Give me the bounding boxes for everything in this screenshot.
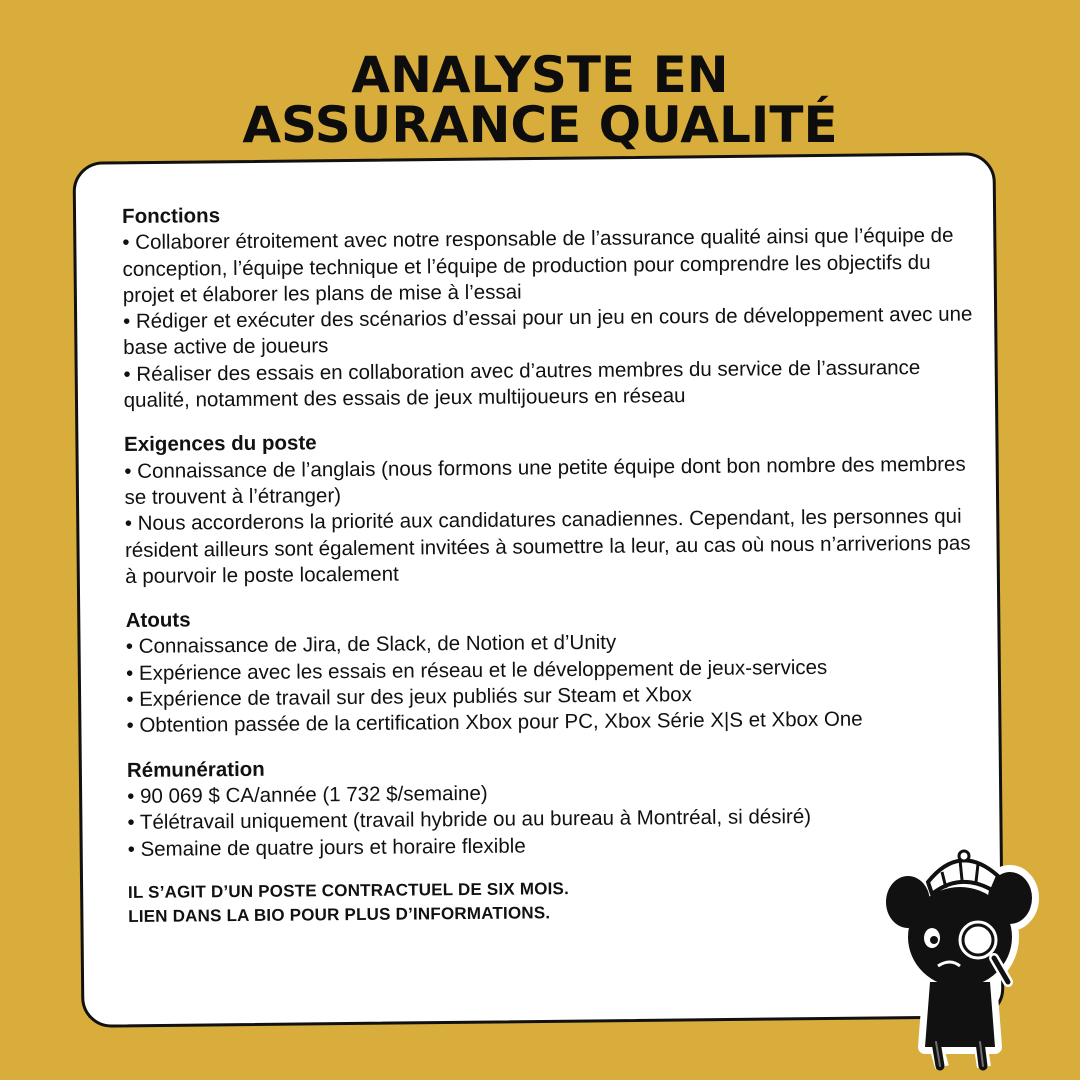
page-title bbox=[0, 46, 1080, 154]
list-item: • Télétravail uniquement (travail hybride ou au bureau à Montréal, si désiré) bbox=[127, 803, 977, 837]
footer-note bbox=[128, 873, 978, 928]
section-list bbox=[127, 776, 978, 862]
list-item: • Collaborer étroitement avec notre responsable de l’assurance qualité ainsi que l’équipe de conception, l’équipe technique et l’équipe de production pour comprendre les objectifs du projet et élaborer les plans de mise à l’essai bbox=[122, 223, 973, 309]
section-fonctions bbox=[122, 197, 974, 415]
section-heading: Exigences du poste bbox=[124, 431, 317, 457]
section-atouts bbox=[126, 601, 977, 740]
section-remuneration bbox=[127, 750, 978, 863]
job-content bbox=[122, 197, 978, 929]
detective-mascot-icon bbox=[880, 842, 1040, 1072]
section-exigences bbox=[124, 425, 975, 590]
list-item: • Nous accorderons la priorité aux candidatures canadiennes. Cependant, les personnes qui résident ailleurs sont également invitées à soumettre la leur, au cas où nous n’arriverions pas à pourvoir le poste localement bbox=[125, 504, 976, 590]
list-item: • 90 069 $ CA/année (1 732 $/semaine) bbox=[127, 776, 977, 810]
footer-line-1: IL S’AGIT D’UN POSTE CONTRACTUEL DE SIX MOIS. bbox=[127, 878, 570, 902]
section-heading: Rémunération bbox=[126, 757, 265, 782]
title-line-2: ASSURANCE QUALITÉ bbox=[242, 96, 838, 154]
list-item: • Expérience de travail sur des jeux publiés sur Steam et Xbox bbox=[126, 680, 976, 714]
list-item: • Réaliser des essais en collaboration avec d’autres membres du service de l’assurance qualité, notamment des essais de jeux multijoueurs en réseau bbox=[123, 354, 973, 414]
list-item: • Connaissance de Jira, de Slack, de Notion et d’Unity bbox=[126, 627, 976, 661]
section-heading: Atouts bbox=[125, 608, 191, 633]
footer-line-2: LIEN DANS LA BIO POUR PLUS D’INFORMATIONS. bbox=[128, 903, 551, 926]
title-line-1: ANALYSTE EN bbox=[351, 46, 729, 104]
list-item: • Connaissance de l’anglais (nous formons une petite équipe dont bon nombre des membres se trouvent à l’étranger) bbox=[124, 451, 974, 511]
section-heading: Fonctions bbox=[122, 204, 221, 228]
list-item: • Expérience avec les essais en réseau et le développement de jeux-services bbox=[126, 653, 976, 687]
list-item: • Rédiger et exécuter des scénarios d’essai pour un jeu en cours de développement avec une base active de joueurs bbox=[123, 302, 973, 362]
list-item: • Obtention passée de la certification Xbox pour PC, Xbox Série X|S et Xbox One bbox=[126, 706, 976, 740]
section-list bbox=[126, 627, 977, 740]
section-list bbox=[122, 223, 974, 414]
section-list bbox=[124, 451, 975, 590]
list-item: • Semaine de quatre jours et horaire flexible bbox=[128, 829, 978, 863]
